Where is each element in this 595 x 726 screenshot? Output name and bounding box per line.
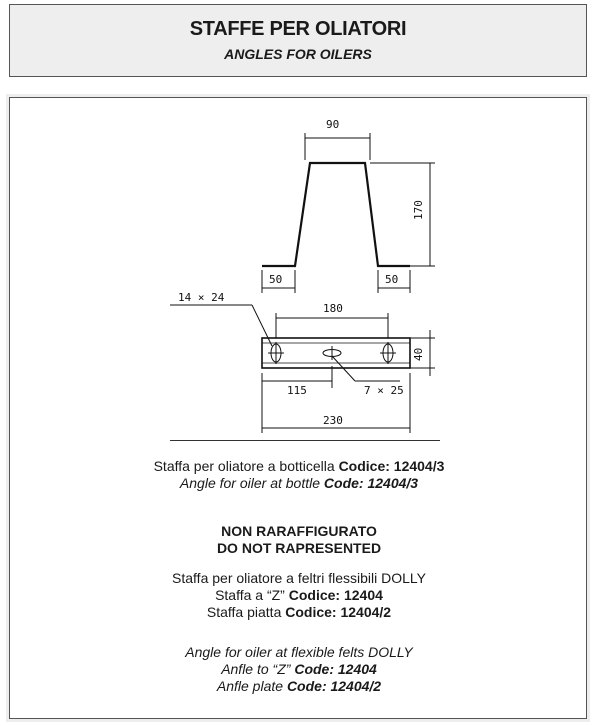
dolly-it: Staffa per oliatore a feltri flessibili DOLLY — [172, 570, 426, 586]
content-box — [9, 97, 587, 719]
bottle-en-text: Angle for oiler at bottle — [179, 475, 321, 491]
dim-top-width: 90 — [326, 118, 340, 131]
flat-it-text: Staffa piatta — [206, 604, 282, 620]
left-hole — [268, 342, 284, 364]
z-it-code: Codice: 12404 — [288, 587, 383, 603]
dim-plate-height: 40 — [412, 347, 425, 361]
header-box — [9, 4, 587, 77]
divider — [170, 440, 440, 441]
caption-bottle — [10, 458, 588, 492]
flat-it-code: Codice: 12404/2 — [285, 604, 392, 620]
dim-left-flange: 50 — [269, 273, 283, 286]
caption-dolly-en — [10, 644, 588, 695]
dim-hole-size: 14 × 24 — [178, 291, 225, 304]
flat-en-code: Code: 12404/2 — [286, 678, 382, 694]
page-title: STAFFE PER OLIATORI — [189, 18, 407, 40]
technical-drawing — [10, 98, 588, 438]
dim-total-length: 230 — [323, 414, 343, 427]
z-en-code: Code: 12404 — [294, 661, 377, 677]
dim-height: 170 — [412, 200, 425, 220]
dim-center-offset: 115 — [287, 384, 307, 397]
bottle-en-code: Code: 12404/3 — [323, 475, 419, 491]
dim-right-flange: 50 — [385, 273, 399, 286]
page-subtitle: ANGLES FOR OILERS — [224, 46, 372, 62]
dim-slot-size: 7 × 25 — [364, 384, 404, 397]
bottle-it-code: Codice: 12404/3 — [338, 458, 445, 474]
dim-hole-span: 180 — [323, 302, 343, 315]
not-shown-en: DO NOT RAPRESENTED — [216, 540, 382, 556]
z-it-text: Staffa a “Z” — [215, 587, 285, 603]
caption-dolly-it — [10, 570, 588, 621]
bottle-it-text: Staffa per oliatore a botticella — [153, 458, 335, 474]
right-hole — [380, 342, 396, 364]
dolly-en: Angle for oiler at flexible felts DOLLY — [185, 644, 413, 660]
center-slot — [323, 346, 341, 360]
not-shown-it: NON RARAFFIGURATO — [221, 523, 377, 539]
caption-not-shown — [10, 523, 588, 557]
z-en-text: Anfle to “Z” — [221, 661, 291, 677]
flat-en-text: Anfle plate — [216, 678, 284, 694]
bracket-side-profile — [262, 163, 410, 266]
